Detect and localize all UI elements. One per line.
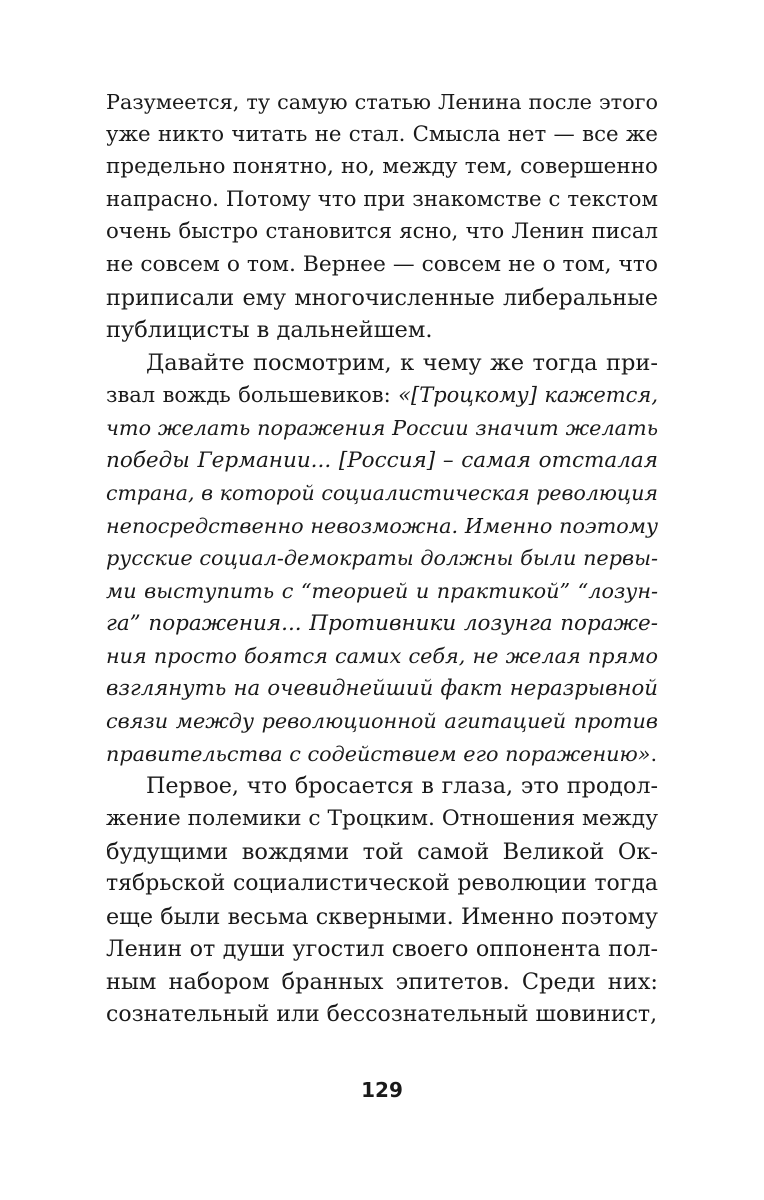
text-line <box>106 836 658 869</box>
text-line <box>106 608 658 641</box>
text-line <box>106 445 658 478</box>
text-line <box>106 738 658 771</box>
quote-text: га” поражения... Противники лозунга пораже- <box>106 610 658 636</box>
text-line <box>106 119 658 152</box>
plain-text: сознательный или бессознательный шовинист, <box>106 1001 658 1027</box>
quote-text: ния просто боятся самих себя, не желая прямо <box>106 644 658 669</box>
text-line <box>106 282 658 315</box>
text-line <box>106 901 658 934</box>
text-line <box>106 999 658 1032</box>
plain-text: жение полемики с Троцким. Отношения между <box>106 806 658 832</box>
text-line <box>106 510 658 543</box>
plain-text: Разумеется, ту самую статью Ленина после этого <box>106 90 658 114</box>
paragraph <box>106 347 658 771</box>
text-line <box>106 477 658 510</box>
text-line <box>106 542 658 575</box>
quote-text: русские социал-демократы должны были первы- <box>106 546 658 571</box>
page-number: 129 <box>361 1078 403 1102</box>
plain-text: напрасно. Потому что при знакомстве с текстом <box>106 186 658 212</box>
quote-text: правительства с содействием его поражению» <box>106 741 651 766</box>
text-line <box>106 347 658 380</box>
text-line <box>106 184 658 217</box>
plain-text: звал вождь большевиков: <box>106 383 399 408</box>
plain-text: Давайте посмотрим, к чему же тогда при- <box>146 349 658 376</box>
paragraph <box>106 770 658 1031</box>
text-line <box>106 314 658 347</box>
text-line <box>106 933 658 966</box>
body-text <box>106 86 658 1031</box>
text-line <box>106 868 658 901</box>
text-line <box>106 151 658 184</box>
text-line <box>106 640 658 673</box>
quote-text: победы Германии... [Россия] – самая отсталая <box>106 447 658 473</box>
plain-text: уже никто читать не стал. Смысла нет — все же <box>106 121 658 147</box>
text-line <box>106 575 658 608</box>
plain-text: публицисты в дальнейшем. <box>106 317 433 344</box>
text-line <box>106 86 658 119</box>
text-line <box>106 673 658 706</box>
quote-text: связи между революционной агитацией против <box>106 709 658 734</box>
text-line <box>106 770 658 803</box>
paragraph <box>106 86 658 347</box>
text-line <box>106 249 658 282</box>
plain-text: . <box>650 741 658 766</box>
plain-text: предельно понятно, но, между тем, совершенно <box>106 154 658 180</box>
text-line <box>106 705 658 738</box>
text-line <box>106 379 658 412</box>
text-line <box>106 412 658 445</box>
text-line <box>106 803 658 836</box>
text-line <box>106 216 658 249</box>
quote-text: ми выступить с “теорией и практикой” “лозун- <box>106 578 658 603</box>
plain-text: не совсем о том. Вернее — совсем не о том, что <box>106 251 658 277</box>
quote-text: что желать поражения России значит желать <box>106 415 658 440</box>
quote-text: взглянуть на очевиднейший факт неразрывной <box>106 675 658 701</box>
plain-text: ным набором бранных эпитетов. Среди них: <box>106 969 658 996</box>
plain-text: тябрьской социалистической революции тогда <box>106 871 658 897</box>
text-line <box>106 966 658 999</box>
quote-text: непосредственно невозможна. Именно поэтому <box>106 513 658 538</box>
plain-text: приписали ему многочисленные либеральные <box>106 284 658 311</box>
plain-text: очень быстро становится ясно, что Ленин писал <box>106 219 658 245</box>
plain-text: будущими вождями той самой Великой Ок- <box>106 838 658 865</box>
plain-text: Ленин от души угостил своего оппонента пол- <box>106 936 658 963</box>
quote-text: страна, в которой социалистическая революция <box>106 481 658 506</box>
plain-text: Первое, что бросается в глаза, это продол- <box>146 773 658 800</box>
quote-text: «[Троцкому] кажется, <box>398 383 659 408</box>
plain-text: еще были весьма скверными. Именно поэтому <box>106 903 658 930</box>
